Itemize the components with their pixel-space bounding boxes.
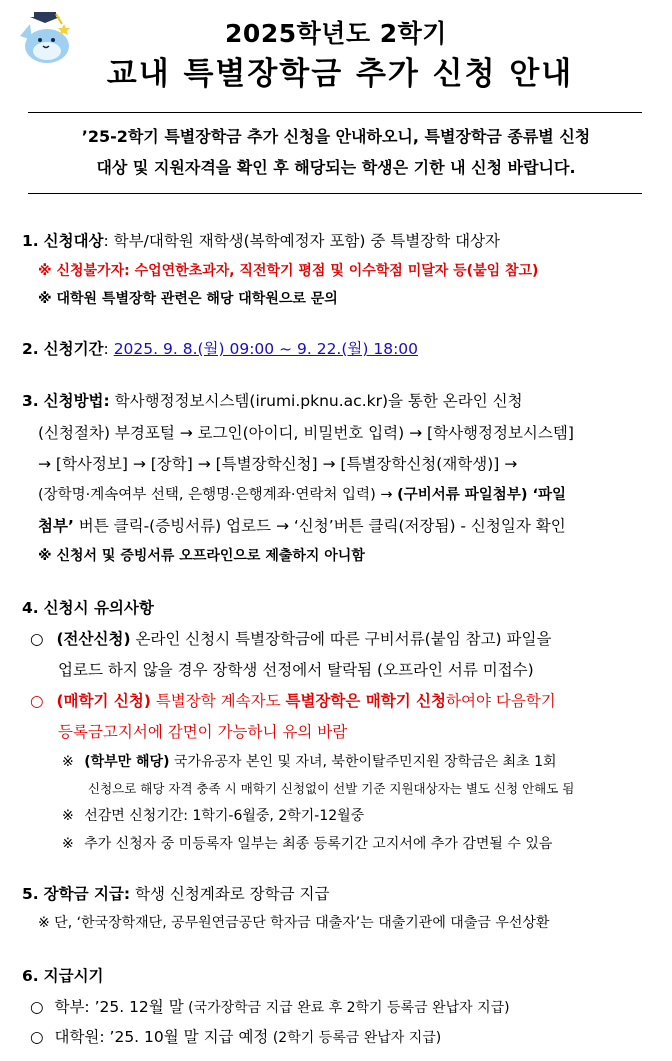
section-3-line2: (신청절차) 부경포털 → 로그인(아이디, 비밀번호 입력) → [학사행정정보시스템]: [38, 424, 574, 442]
section-1-note-ineligible: ※ 신청불가자: 수업연한초과자, 직전학기 평점 및 이수학점 미달자 등(붙임 참고): [38, 263, 539, 279]
note-undergrad-only: ※ (학부만 해당) 국가유공자 본인 및 자녀, 북한이탈주민지원 장학금은 최초 1회: [62, 754, 557, 770]
note-pre-reduction: ※ 선감면 신청기간: 1학기-6월중, 2학기-12월중: [62, 808, 365, 824]
bullet-every-semester-line2: 등록금고지서에 감면이 가능하니 유의 바람: [58, 723, 348, 741]
section-6-heading: 6. 지급시기: [22, 967, 104, 985]
payment-undergrad: ○ 학부: ’25. 12월 말 (국가장학금 지급 완료 후 2학기 등록금 완납자 지급): [30, 998, 510, 1016]
section-3-line5: 첨부’ 버튼 클릭-(증빙서류) 업로드 → ‘신청’버튼 클릭(저장됨) - 신청일자 확인: [38, 517, 566, 535]
section-3-note: ※ 신청서 및 증빙서류 오프라인으로 제출하지 아니함: [38, 548, 365, 564]
section-3-line4: (장학명·계속여부 선택, 은행명·은행계좌·연락처 입력) → (구비서류 파일첨부) ‘파일: [38, 487, 567, 503]
bullet-online-application-line2: 업로드 하지 않을 경우 장학생 선정에서 탈락됨 (오프라인 서류 미접수): [58, 661, 534, 679]
note-unregistered: ※ 추가 신청자 중 미등록자 일부는 최종 등록기간 고지서에 추가 감면될 수 있음: [62, 836, 553, 852]
section-2-heading: 2. 신청기간: 2025. 9. 8.(월) 09:00 ~ 9. 22.(월) 18:00: [22, 340, 419, 358]
note-undergrad-only-line2: 신청으로 해당 자격 충족 시 매학기 신청없이 선발 기준 지원대상자는 별도 신청 안해도 됨: [88, 781, 575, 796]
bottom-divider: [28, 193, 642, 194]
intro-line2: 대상 및 지원자격을 확인 후 해당되는 학생은 기한 내 신청 바랍니다.: [96, 158, 576, 177]
section-5-note: ※ 단, ‘한국장학재단, 공무원연금공단 학자금 대출자’는 대출기관에 대출금 우선상환: [38, 915, 550, 931]
section-3-line3: → [학사정보] → [장학] → [특별장학신청] → [특별장학신청(재학생)] →: [38, 455, 518, 473]
bullet-every-semester: ○ (매학기 신청) 특별장학 계속자도 특별장학은 매학기 신청하여야 다음학기: [30, 692, 556, 710]
section-3-heading: 3. 신청방법: 학사행정정보시스템(irumi.pknu.ac.kr)을 통한 온라인 신청: [22, 392, 523, 410]
intro-line1: ’25-2학기 특별장학금 추가 신청을 안내하오니, 특별장학금 종류별 신청: [81, 127, 591, 146]
section-1-heading: 1. 신청대상: 학부/대학원 재학생(복학예정자 포함) 중 특별장학 대상자: [22, 232, 501, 250]
section-5-heading: 5. 장학금 지급: 학생 신청계좌로 장학금 지급: [22, 885, 330, 903]
section-4-heading: 4. 신청시 유의사항: [22, 599, 154, 617]
section-1-note-graduate: ※ 대학원 특별장학 관련은 해당 대학원으로 문의: [38, 291, 338, 307]
page-title-line2: 교내 특별장학금 추가 신청 안내: [106, 56, 574, 92]
application-period: 2025. 9. 8.(월) 09:00 ~ 9. 22.(월) 18:00: [113, 340, 419, 358]
bullet-online-application: ○ (전산신청) 온라인 신청시 특별장학금에 따른 구비서류(붙임 참고) 파일을: [30, 630, 552, 648]
page-title-line1: 2025학년도 2학기: [225, 19, 447, 48]
payment-graduate: ○ 대학원: ’25. 10월 말 지급 예정 (2학기 등록금 완납자 지급): [30, 1028, 442, 1046]
top-divider: [28, 112, 642, 113]
